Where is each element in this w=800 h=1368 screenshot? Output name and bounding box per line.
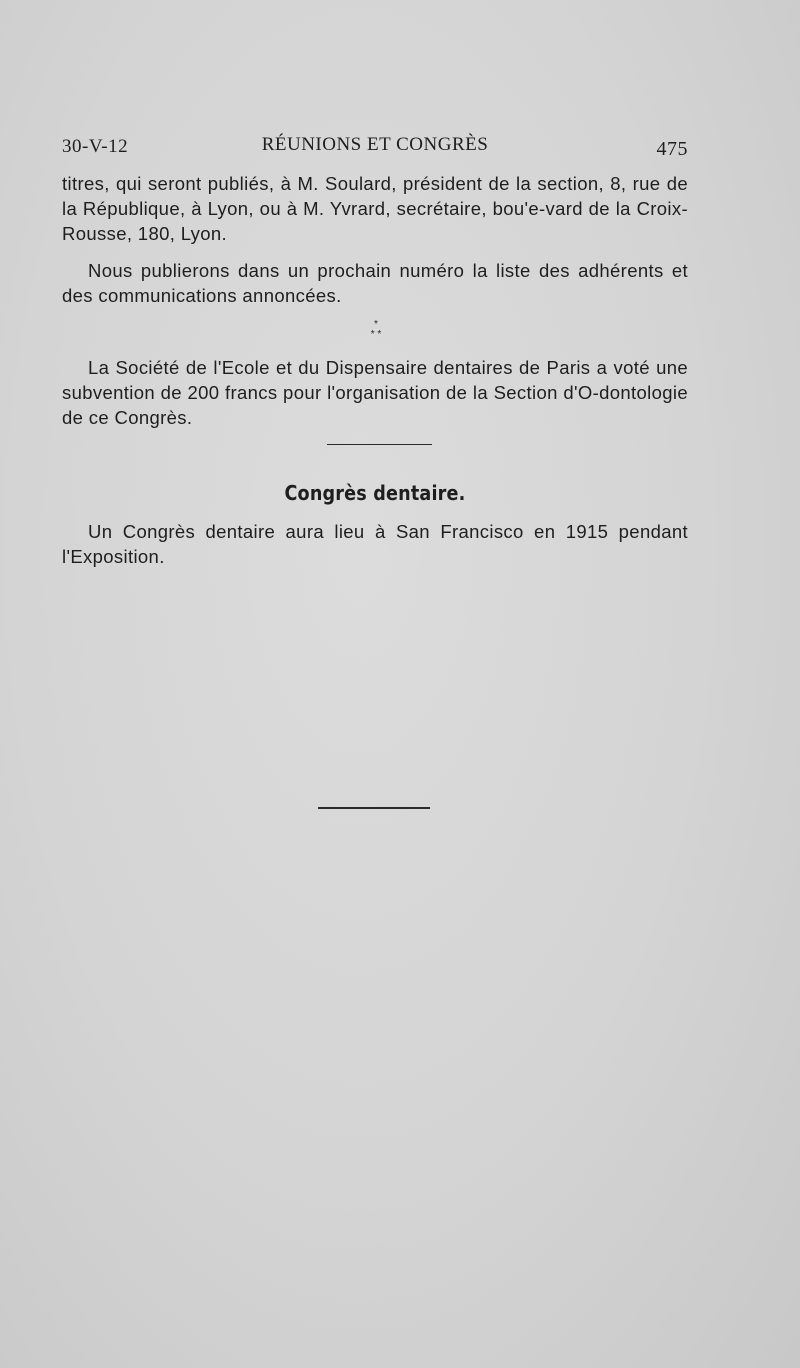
issue-date: 30-V-12 bbox=[62, 136, 129, 157]
section-title: Congrès dentaire. bbox=[284, 481, 466, 505]
section-divider bbox=[327, 444, 432, 445]
end-rule bbox=[318, 807, 430, 809]
running-title: RÉUNIONS ET CONGRÈS bbox=[261, 134, 489, 155]
paragraph-continuation: titres, qui seront publiés, à M. Soulard, président de la section, 8, rue de la République, à Lyon, ou à M. Yvrard, secrétaire, bou'e-vard de la Croix-Rousse, 180, Lyon. bbox=[62, 173, 688, 244]
asterism-separator bbox=[356, 320, 396, 348]
running-header bbox=[62, 134, 688, 164]
asterism-top: * bbox=[374, 319, 378, 330]
asterism-bottom: * * bbox=[370, 329, 382, 340]
paragraph-congress: Un Congrès dentaire aura lieu à San Francisco en 1915 pendant l'Exposition. bbox=[62, 521, 688, 567]
paragraph-publication-notice: Nous publierons dans un prochain numéro la liste des adhérents et des communications annoncées. bbox=[62, 260, 688, 306]
paragraph-subvention: La Société de l'Ecole et du Dispensaire dentaires de Paris a voté une subvention de 200 francs pour l'organisation de la Section d'O-dontologie de ce Congrès. bbox=[62, 357, 688, 428]
page-number: 475 bbox=[656, 138, 688, 160]
